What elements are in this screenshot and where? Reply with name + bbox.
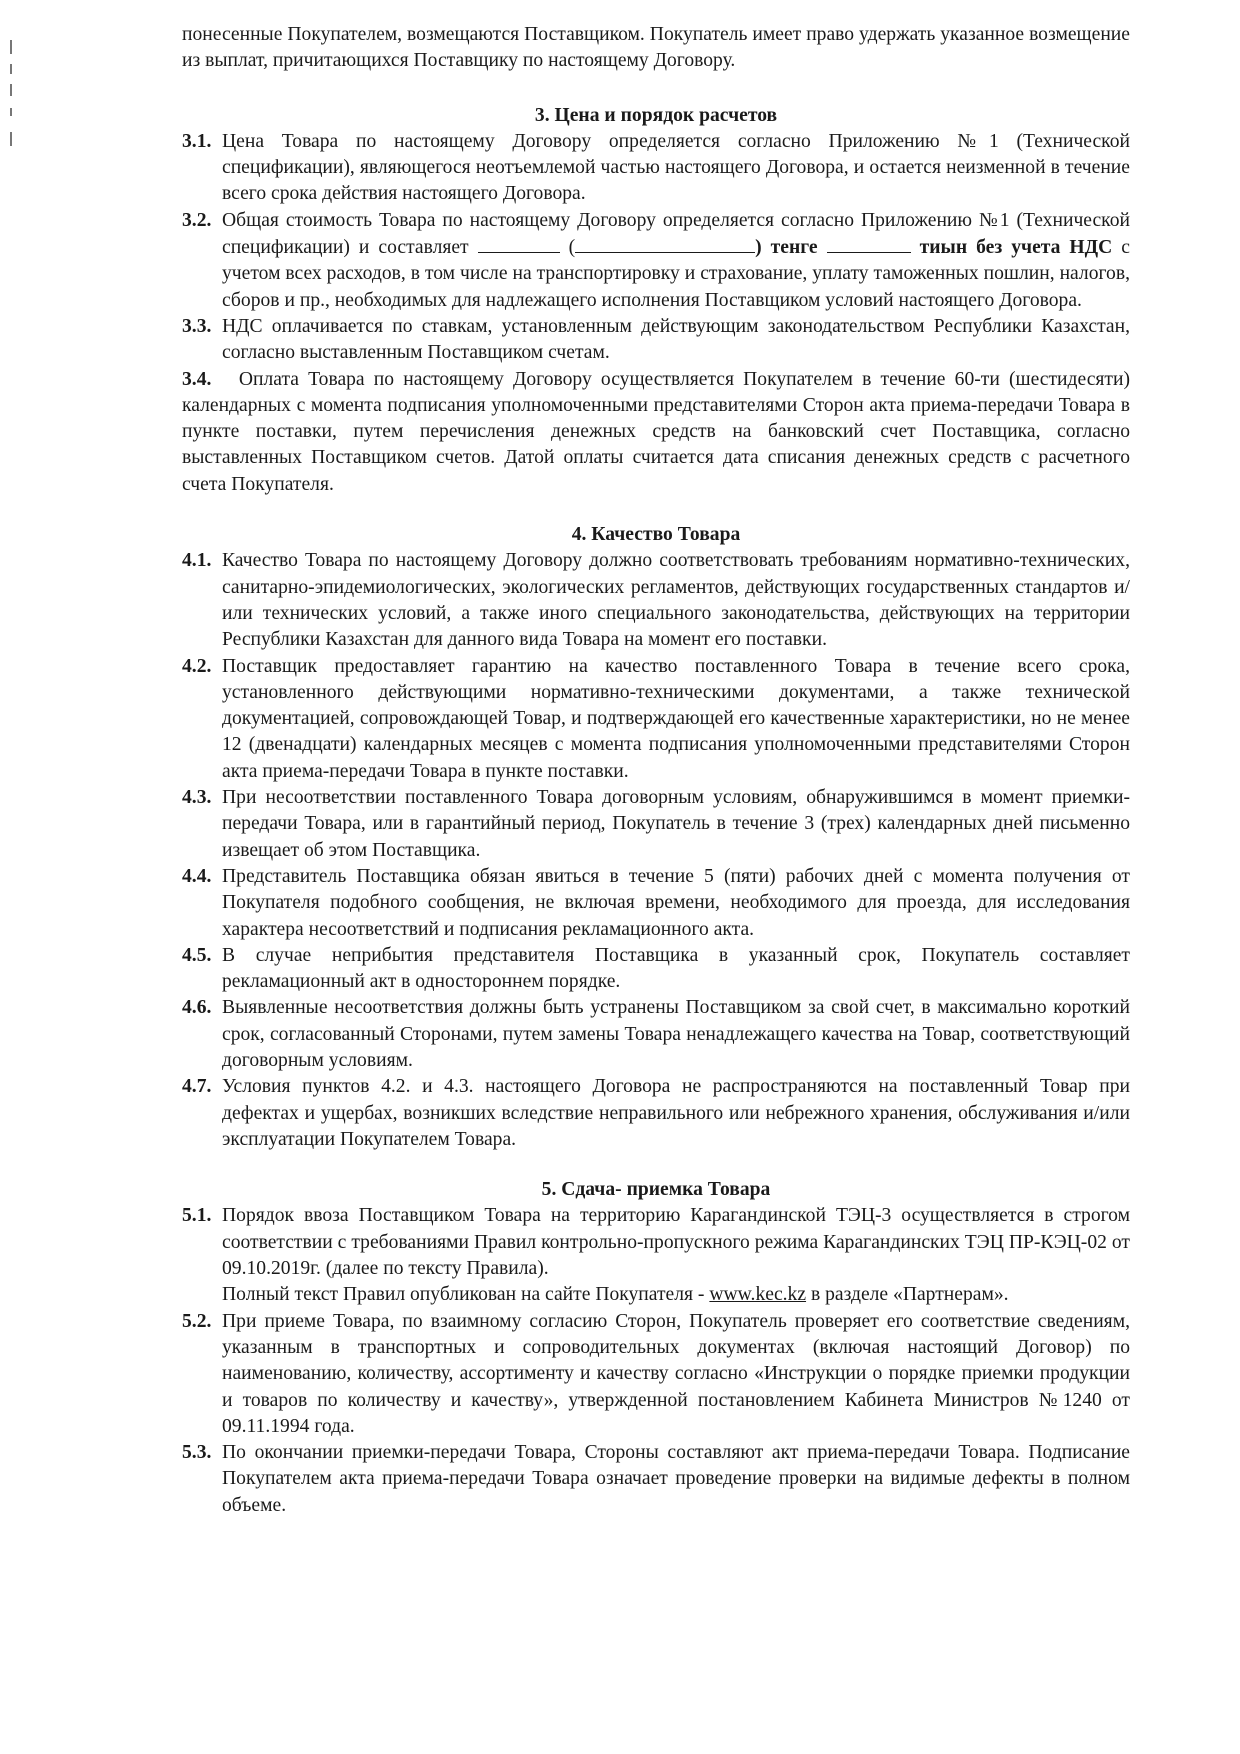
clause-4-5 [182, 943, 1130, 996]
clause-text [222, 1203, 1130, 1308]
section-4-title: 4. Качество Товара [571, 524, 741, 546]
clause-3-3 [182, 314, 1130, 367]
clause-4-7 [182, 1074, 1130, 1153]
clause-4-1 [182, 548, 1130, 653]
clause-text-part: Общая стоимость Товара по настоящему Договору определяется согласно Приложению №1 (Технической спецификации) и составляет [222, 209, 1130, 259]
clause-4-3 [182, 785, 1130, 864]
clause-5-3 [182, 1440, 1130, 1519]
clause-number: 4.5. [182, 944, 212, 966]
clause-text-part: в разделе «Партнерам». [810, 1284, 1009, 1306]
clause-text [222, 208, 1130, 314]
clause-4-4 [182, 864, 1130, 943]
clause-3-2 [182, 208, 1130, 314]
clause-text-part: с учетом всех расходов, в том числе на транспортировку и страхование, уплату таможенных пошлин, налогов, сборов и пр., необходимых для надлежащего исполнения Поставщиком условий настоящего Договора. [222, 237, 1130, 311]
clause-number: 5.2. [182, 1310, 212, 1332]
clause-text: Поставщик предоставляет гарантию на качество поставленного Товара в течение всего срока, установленного действующими нормативно-техническими документами, а также технической документацией, сопровождающей Товар, и подтверждающей его качественные характеристики, но не менее 12 (двенадцати) календарных месяцев с момента подписания уполномоченными представителями Сторон акта приема-передачи Товара в пункте поставки. [222, 655, 1130, 782]
clause-text: Цена Товара по настоящему Договору определяется согласно Приложению №1 (Технической спецификации), являющегося неотъемлемой частью настоящего Договора, и остается неизменной в течение всего срока действия настоящего Договора. [222, 130, 1130, 205]
clause-3-4 [182, 367, 1130, 498]
clause-5-1 [182, 1203, 1130, 1308]
document-text [182, 22, 1130, 1519]
clause-number: 3.2. [182, 209, 212, 231]
clause-number: 3.4. [182, 368, 212, 390]
clause-text-part: ) тенге [755, 237, 818, 259]
clause-number: 3.1. [182, 130, 212, 152]
clause-number: 4.3. [182, 787, 212, 809]
clause-number: 4.6. [182, 997, 212, 1019]
clause-number: 4.4. [182, 865, 212, 887]
clause-5-2 [182, 1309, 1130, 1440]
section-5-title: 5. Сдача- приемка Товара [541, 1179, 771, 1201]
clause-text: При приеме Товара, по взаимному согласию Сторон, Покупатель проверяет его соответствие сведениям, указанным в транспортных и сопроводительных документах (включая настоящий Договор) по наименованию, количеству, ассортименту и качеству согласно «Инструкции о порядке приемки продукции и товаров по количеству и качеству», утвержденной постановлением Кабинета Министров №1240 от 09.11.1994 года. [222, 1310, 1130, 1437]
clause-text: НДС оплачивается по ставкам, установленным действующим законодательством Республики Казахстан, согласно выставленным Поставщиком счетам. [222, 315, 1130, 364]
section-3-title: 3. Цена и порядок расчетов [534, 104, 778, 126]
intro-paragraph: понесенные Покупателем, возмещаются Поставщиком. Покупатель имеет право удержать указанное возмещение из выплат, причитающихся Поставщику по настоящему Договору. [182, 24, 1130, 72]
clause-text-part: ( [568, 237, 576, 259]
clause-3-1 [182, 129, 1130, 208]
clause-text-part: тиын без учета НДС [919, 237, 1113, 259]
clause-text-part [222, 1282, 1130, 1308]
clause-number: 4.1. [182, 550, 212, 572]
clause-text-part: Полный текст Правил опубликован на сайте Покупателя - [222, 1284, 705, 1306]
clause-text: Качество Товара по настоящему Договору должно соответствовать требованиям нормативно-технических, санитарно-эпидемиологических, экологических регламентов, действующих государственных стандартов и/или технических условий, а также иного специального законодательства, действующих на территории Республики Казахстан для данного вида Товара на момент его поставки. [222, 550, 1130, 651]
clause-text: По окончании приемки-передачи Товара, Стороны составляют акт приема-передачи Товара. Подписание Покупателем акта приема-передачи Товара означает проведение проверки на видимые дефекты в полном объеме. [222, 1442, 1130, 1516]
blank-amount-words-field [575, 234, 755, 253]
clause-text: Представитель Поставщика обязан явиться в течение 5 (пяти) рабочих дней с момента получения от Покупателя подобного сообщения, не включая времени, необходимого для проезда, для исследования характера несоответствий и подписания рекламационного акта. [222, 865, 1130, 940]
clause-text: Условия пунктов 4.2. и 4.3. настоящего Договора не распространяются на поставленный Товар при дефектах и ущербах, возникших вследствие неправильного или небрежного хранения, обслуживания и/или эксплуатации Покупателем Товара. [222, 1076, 1130, 1150]
clause-text: В случае неприбытия представителя Поставщика в указанный срок, Покупатель составляет рекламационный акт в одностороннем порядке. [222, 944, 1130, 993]
clause-text: При несоответствии поставленного Товара договорным условиям, обнаружившимся в момент приемки-передачи Товара, или в гарантийный период, Покупатель в течение 3 (трех) календарных дней письменно извещает об этом Поставщика. [222, 787, 1130, 861]
clause-4-2 [182, 654, 1130, 785]
blank-amount-field [478, 234, 560, 253]
clause-text: Оплата Товара по настоящему Договору осуществляется Покупателем в течение 60-ти (шестидесяти) календарных с момента подписания уполномоченными представителями Сторон акта приема-передачи Товара в пункте поставки, путем перечисления денежных средств на банковский счет Поставщика, согласно выставленных Поставщиком счетов. Датой оплаты считается дата списания денежных средств с расчетного счета Покупателя. [182, 368, 1130, 495]
clause-text-part: Порядок ввоза Поставщиком Товара на территорию Карагандинской ТЭЦ-3 осуществляется в строгом соответствии с требованиями Правил контрольно-пропускного режима Карагандинских ТЭЦ ПР-КЭЦ-02 от 09.10.2019г. (далее по тексту Правила). [222, 1205, 1130, 1280]
scan-margin-marks [8, 40, 14, 150]
blank-tiyn-field [827, 234, 911, 253]
clause-number: 4.7. [182, 1076, 212, 1098]
clause-4-6 [182, 995, 1130, 1074]
clause-text: Выявленные несоответствия должны быть устранены Поставщиком за свой счет, в максимально короткий срок, согласованный Сторонами, путем замены Товара ненадлежащего качества на Товар, соответствующий договорным условиям. [222, 997, 1130, 1071]
clause-number: 4.2. [182, 655, 212, 677]
clause-number: 3.3. [182, 315, 212, 337]
clause-number: 5.1. [182, 1205, 212, 1227]
website-link[interactable]: www.kec.kz [709, 1284, 807, 1306]
clause-number: 5.3. [182, 1442, 212, 1464]
